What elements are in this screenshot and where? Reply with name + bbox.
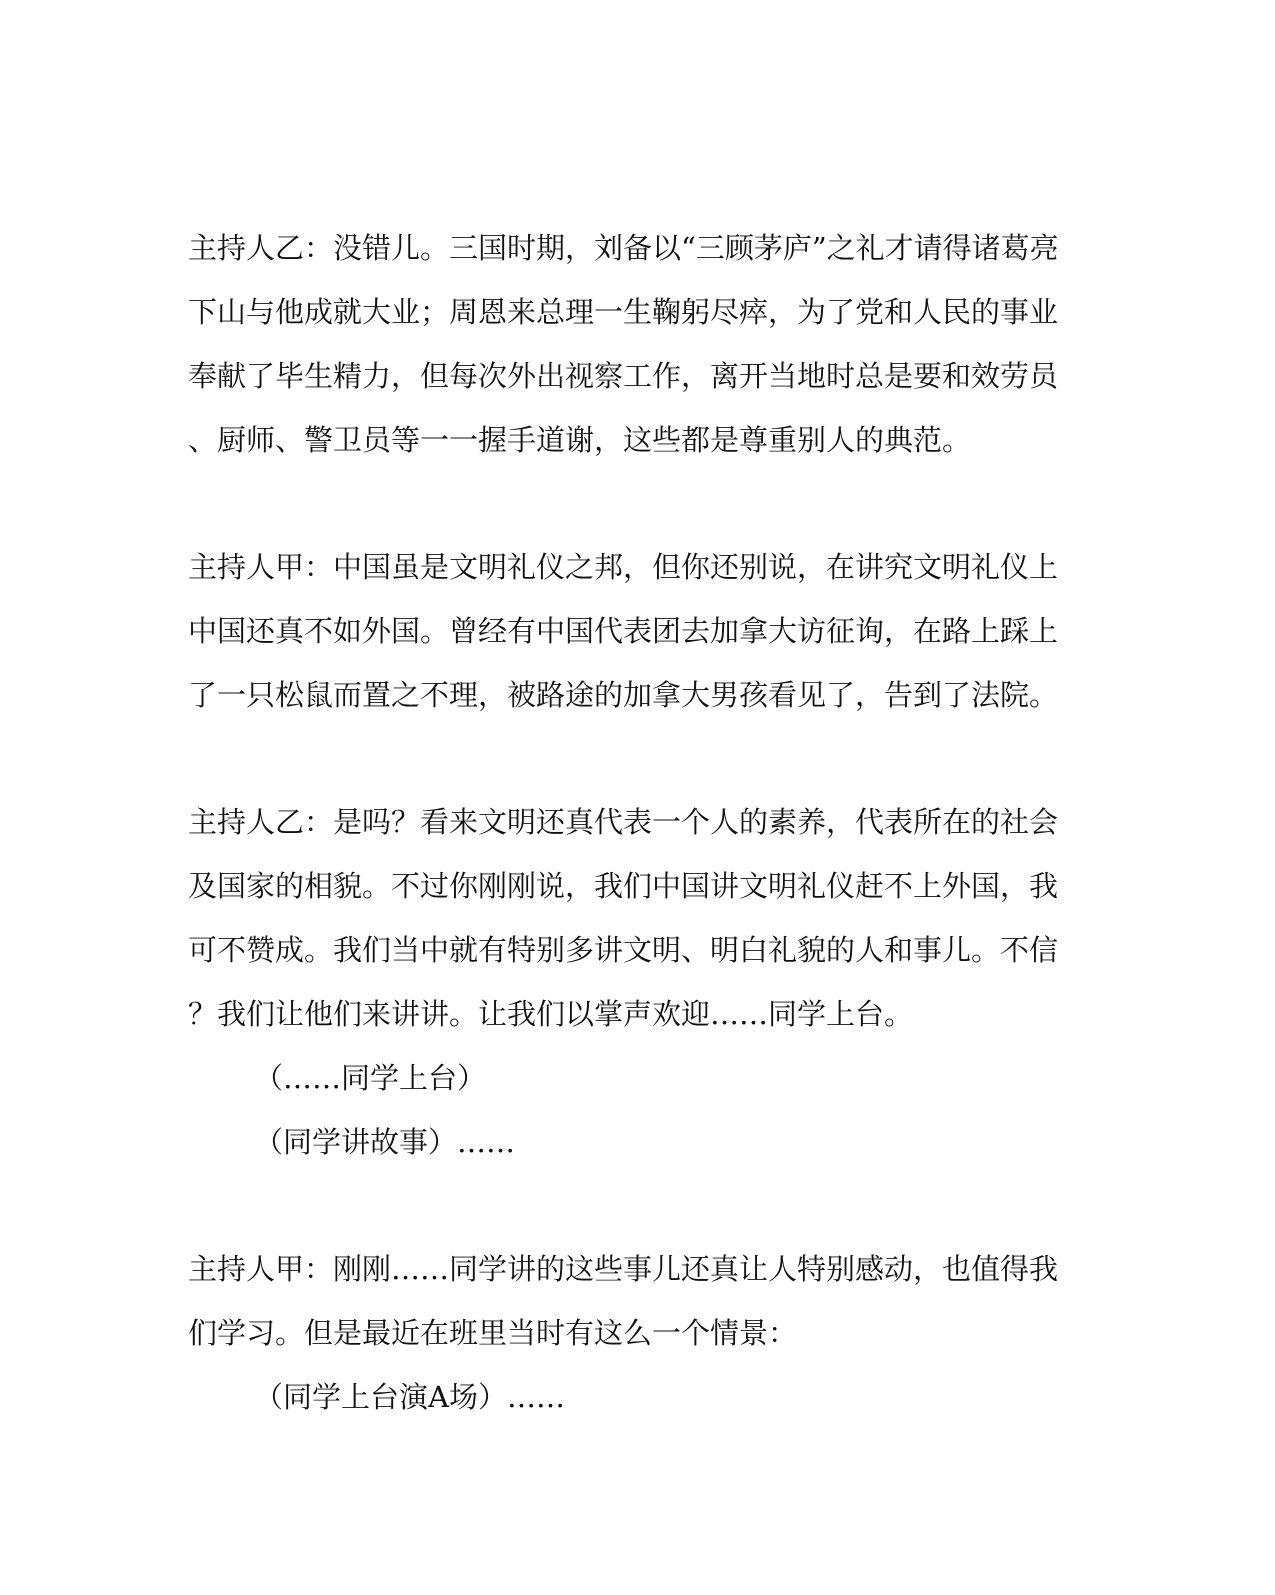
text-line: 主持人乙：是吗？看来文明还真代表一个人的素养，代表所在的社会 <box>188 805 1059 839</box>
paragraph-host-b-2 <box>188 790 1058 1174</box>
paragraph-host-a-1 <box>188 535 1058 727</box>
paragraph-gap <box>188 727 1058 790</box>
stage-direction: （同学上台演A场）…… <box>254 1380 565 1414</box>
stage-direction: （同学讲故事）…… <box>254 1125 516 1159</box>
paragraph-host-a-2 <box>188 1237 1058 1429</box>
text-line: 下山与他成就大业；周恩来总理一生鞠躬尽瘁，为了党和人民的事业 <box>188 295 1059 329</box>
text-line: 可不赞成。我们当中就有特别多讲文明、明白礼貌的人和事儿。不信 <box>188 933 1059 967</box>
stage-direction: （……同学上台） <box>254 1061 487 1095</box>
text-line: 了一只松鼠而置之不理，被路途的加拿大男孩看见了，告到了法院。 <box>188 678 1059 712</box>
text-line: 主持人甲：刚刚……同学讲的这些事儿还真让人特别感动，也值得我 <box>188 1252 1059 1286</box>
document-body <box>188 216 1058 1429</box>
text-line: 奉献了毕生精力，但每次外出视察工作，离开当地时总是要和效劳员 <box>188 359 1059 393</box>
text-line: 们学习。但是最近在班里当时有这么一个情景： <box>188 1316 798 1350</box>
paragraph-gap <box>188 1174 1058 1237</box>
paragraph-gap <box>188 472 1058 535</box>
text-line: ？我们让他们来讲讲。让我们以掌声欢迎……同学上台。 <box>188 997 914 1031</box>
text-line: 、厨师、警卫员等一一握手道谢，这些都是尊重别人的典范。 <box>188 423 972 457</box>
text-line: 主持人甲：中国虽是文明礼仪之邦，但你还别说，在讲究文明礼仪上 <box>188 550 1059 584</box>
text-line: 及国家的相貌。不过你刚刚说，我们中国讲文明礼仪赶不上外国，我 <box>188 869 1059 903</box>
text-line: 主持人乙：没错儿。三国时期，刘备以“三顾茅庐”之礼才请得诸葛亮 <box>188 231 1059 265</box>
paragraph-host-b-1 <box>188 216 1058 472</box>
text-line: 中国还真不如外国。曾经有中国代表团去加拿大访征询，在路上踩上 <box>188 614 1059 648</box>
